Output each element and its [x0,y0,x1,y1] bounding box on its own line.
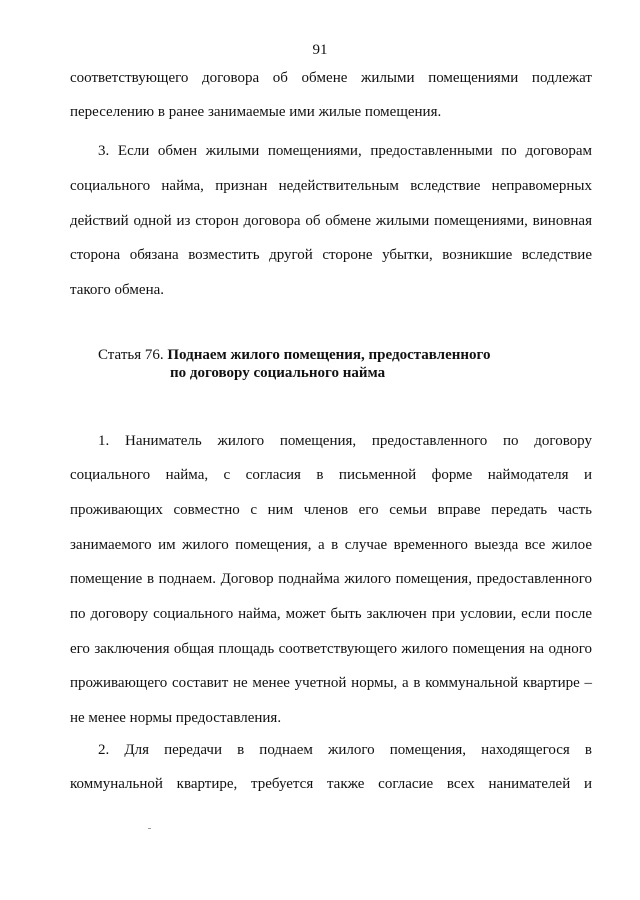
text-line: 3. Если обмен жилыми помещениями, предоставленными по договорам [98,143,592,159]
text-line: социального найма, признан недействительным вследствие неправомерных [70,178,592,194]
text-line: проживающих совместно с ним членов его семьи вправе передать часть [70,502,592,518]
article-label: Статья 76. [98,347,164,363]
text-line: коммунальной квартире, требуется также согласие всех нанимателей и [70,776,592,792]
text-line: 1. Наниматель жилого помещения, предоставленного по договору [98,433,592,449]
page-number: 91 [312,42,328,58]
text-line: его заключения общая площадь соответствующего жилого помещения на одного [70,641,592,657]
article-heading [98,345,490,365]
text-line: соответствующего договора об обмене жилыми помещениями подлежат [70,70,592,86]
text-line: 2. Для передачи в поднаем жилого помещения, находящегося в [98,742,592,758]
text-line: переселению в ранее занимаемые ими жилые помещения. [70,104,442,120]
text-line: такого обмена. [70,282,165,298]
text-line: помещение в поднаем. Договор поднайма жилого помещения, предоставленного [70,571,592,587]
text-line: сторона обязана возместить другой стороне убытки, возникшие вследствие [70,247,592,263]
article-heading-line2 [170,363,385,383]
text-line: не менее нормы предоставления. [70,710,282,726]
text-line: проживающего составит не менее учетной нормы, а в коммунальной квартире – [70,675,592,691]
text-line: действий одной из сторон договора об обмене жилыми помещениями, виновная [70,213,592,229]
text-line: занимаемого им жилого помещения, а в случае временного выезда все жилое [70,537,592,553]
scan-speck [148,828,151,829]
article-title: Поднаем жилого помещения, предоставленного [167,347,491,363]
text-line: по договору социального найма, может быть заключен при условии, если после [70,606,592,622]
text-line: социального найма, с согласия в письменной форме наймодателя и [70,467,592,483]
article-title: по договору социального найма [170,365,386,381]
